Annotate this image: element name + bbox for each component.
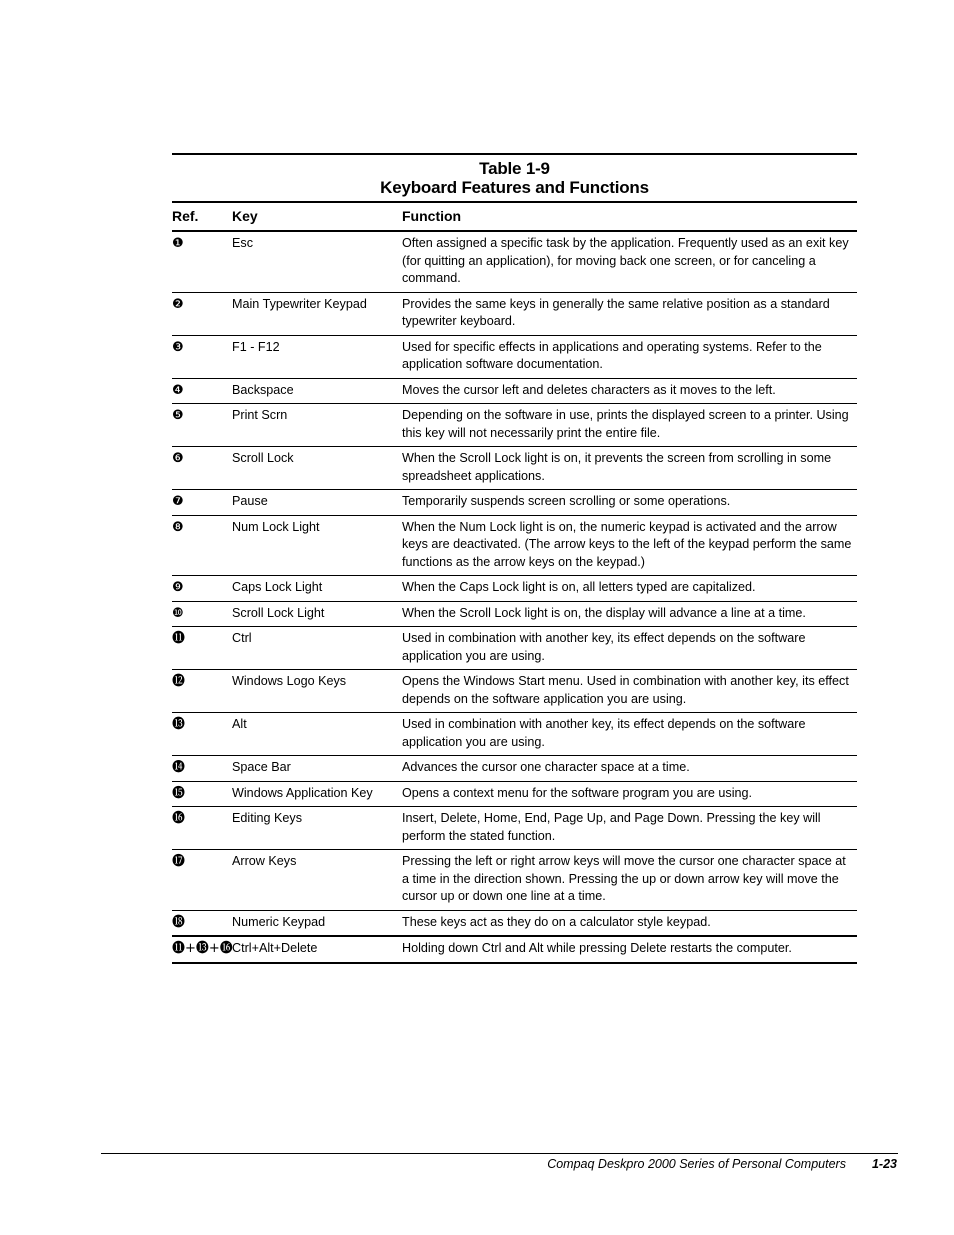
row-function: Pressing the left or right arrow keys will move the cursor one character space at a time in the direction shown. Pressing the up or down arrow key will move the cursor up or down one line at a time.	[402, 854, 846, 903]
row-function: Depending on the software in use, prints the displayed screen to a printer. Using this key will not necessarily print the entire file.	[402, 408, 849, 440]
row-ref: ❼	[172, 494, 184, 509]
row-key: Caps Lock Light	[232, 580, 323, 594]
row-function: Holding down Ctrl and Alt while pressing Delete restarts the computer.	[402, 941, 792, 955]
row-key: Editing Keys	[232, 811, 303, 825]
row-function: Insert, Delete, Home, End, Page Up, and Page Down. Pressing the key will perform the stated function.	[402, 811, 821, 843]
table-row	[172, 755, 857, 781]
row-key: Num Lock Light	[232, 519, 320, 534]
table-number: Table 1-9	[479, 159, 550, 178]
row-ref: ❽	[172, 519, 184, 535]
table-row	[172, 335, 857, 378]
row-key: Print Scrn	[232, 408, 288, 422]
row-ref: ⓫+⓭+⓰	[172, 941, 233, 956]
row-function: Used in combination with another key, its effect depends on the software application you are using.	[402, 717, 806, 749]
row-ref: ❸	[172, 339, 184, 355]
row-ref: ⓰	[172, 811, 186, 826]
table-row	[172, 910, 857, 936]
row-function: Provides the same keys in generally the same relative position as a standard typewriter keyboard.	[402, 296, 830, 328]
table-row	[172, 403, 857, 446]
row-ref: ❾	[172, 580, 184, 595]
row-key: Main Typewriter Keypad	[232, 296, 367, 311]
table-row	[172, 849, 857, 910]
table-row	[172, 489, 857, 515]
row-key: Ctrl	[232, 631, 252, 645]
footer-title: Compaq Deskpro 2000 Series of Personal Computers	[547, 1157, 846, 1171]
row-key: Esc	[232, 236, 253, 250]
row-key: Scroll Lock Light	[232, 605, 325, 620]
row-function: Used in combination with another key, its effect depends on the software application you are using.	[402, 631, 806, 663]
row-ref: ❹	[172, 382, 184, 398]
row-function: Opens the Windows Start menu. Used in combination with another key, its effect depends on the software application you are using.	[402, 674, 849, 706]
table-body	[172, 230, 857, 962]
table-row	[172, 669, 857, 712]
row-function: Temporarily suspends screen scrolling or some operations.	[402, 494, 731, 508]
table-row	[172, 292, 857, 335]
table-row	[172, 712, 857, 755]
table-row	[172, 446, 857, 489]
row-ref: ❶	[172, 236, 184, 251]
table-row	[172, 515, 857, 576]
row-function: Often assigned a specific task by the application. Frequently used as an exit key (for quitting an application), for moving back one screen, or for canceling a command.	[402, 236, 849, 285]
row-ref: ❻	[172, 451, 184, 466]
row-function: Opens a context menu for the software program you are using.	[402, 785, 753, 800]
row-function: When the Scroll Lock light is on, the display will advance a line at a time.	[402, 605, 806, 620]
row-function: When the Num Lock light is on, the numeric keypad is activated and the arrow keys are deactivated. (The arrow keys to the left of the keypad perform the same functions as the arrow keys on the keypad.)	[402, 519, 852, 569]
table-row	[172, 626, 857, 669]
row-function: These keys act as they do on a calculator style keypad.	[402, 914, 711, 929]
keyboard-features-table	[172, 153, 857, 964]
row-key: Backspace	[232, 382, 294, 397]
row-ref: ⓯	[172, 785, 186, 801]
row-key: Ctrl+Alt+Delete	[232, 941, 318, 955]
row-function: When the Scroll Lock light is on, it prevents the screen from scrolling in some spreadsheet applications.	[402, 451, 832, 483]
row-key: Windows Application Key	[232, 785, 373, 800]
table-row	[172, 806, 857, 849]
row-key: Arrow Keys	[232, 854, 297, 868]
row-ref: ⓬	[172, 674, 186, 689]
table-title: Keyboard Features and Functions	[380, 178, 649, 197]
header-key: Key	[232, 208, 258, 224]
row-ref: ⓲	[172, 914, 186, 930]
row-key: Numeric Keypad	[232, 914, 326, 929]
row-ref: ❷	[172, 296, 184, 312]
table-caption	[172, 155, 857, 201]
row-ref: ❺	[172, 408, 184, 423]
table-row	[172, 601, 857, 627]
table-bottom-rule	[172, 962, 857, 964]
row-key: Scroll Lock	[232, 451, 294, 465]
row-key: Windows Logo Keys	[232, 674, 347, 688]
header-function: Function	[402, 208, 462, 224]
page-number: 1-23	[871, 1157, 897, 1171]
row-key: Alt	[232, 717, 247, 731]
table-row	[172, 935, 857, 962]
page-footer	[500, 1157, 897, 1171]
row-ref: ❿	[172, 605, 184, 621]
row-ref: ⓮	[172, 760, 186, 775]
footer-rule	[101, 1153, 898, 1154]
row-key: F1 - F12	[232, 339, 280, 354]
table-row	[172, 575, 857, 601]
row-ref: ⓱	[172, 854, 186, 869]
row-ref: ⓭	[172, 717, 186, 732]
row-function: When the Caps Lock light is on, all letters typed are capitalized.	[402, 580, 756, 594]
row-function: Advances the cursor one character space at a time.	[402, 760, 690, 774]
table-header-row	[172, 201, 857, 230]
table-row	[172, 378, 857, 404]
table-row	[172, 781, 857, 807]
row-key: Pause	[232, 494, 268, 508]
row-ref: ⓫	[172, 631, 186, 646]
row-key: Space Bar	[232, 760, 291, 774]
table-row	[172, 230, 857, 292]
row-function: Used for specific effects in applications and operating systems. Refer to the application software documentation.	[402, 339, 822, 371]
row-function: Moves the cursor left and deletes characters as it moves to the left.	[402, 382, 776, 397]
header-ref: Ref.	[172, 208, 199, 224]
